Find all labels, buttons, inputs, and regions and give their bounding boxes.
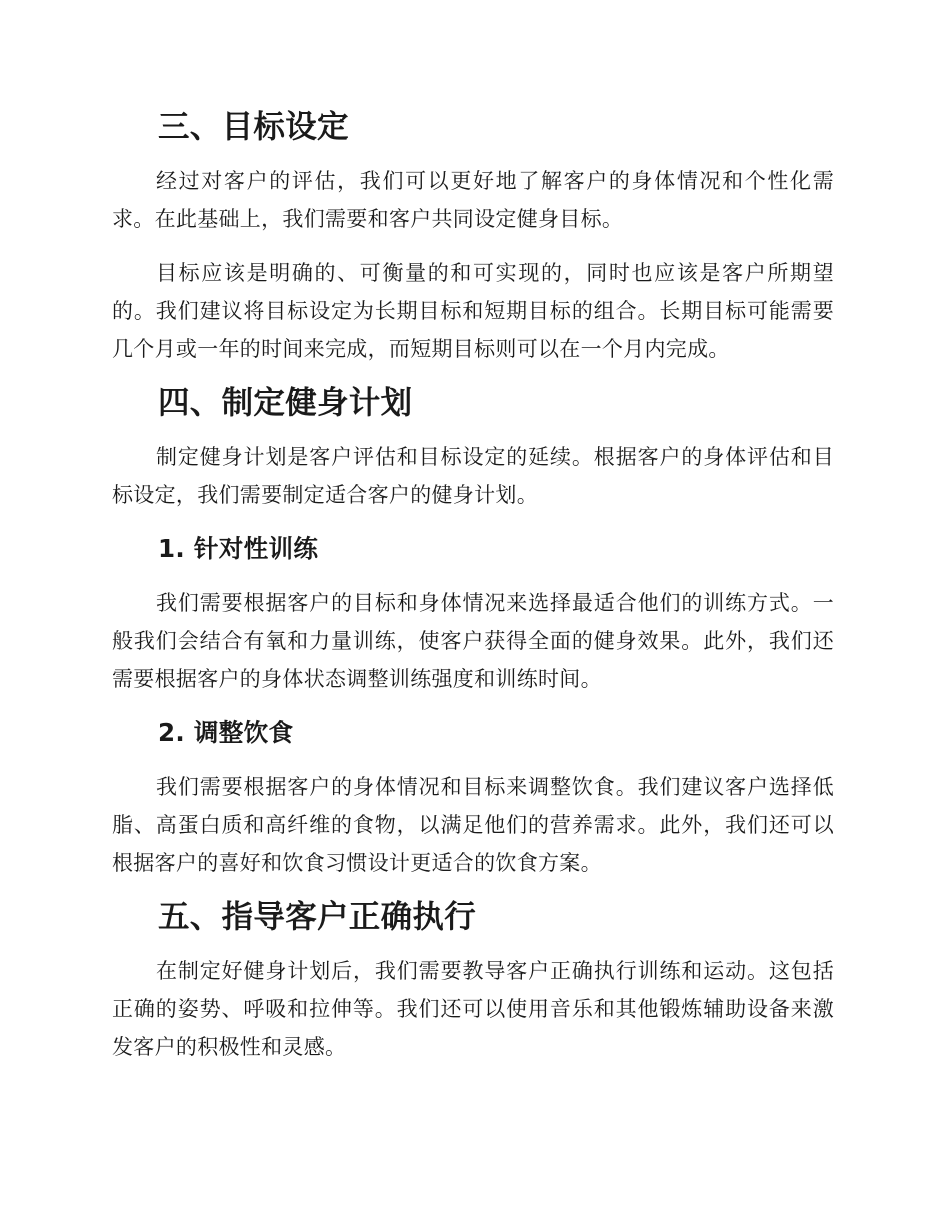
paragraph-assessment-summary: 经过对客户的评估，我们可以更好地了解客户的身体情况和个性化需求。在此基础上，我们需要和客户共同设定健身目标。 [112,169,834,231]
document-body [112,108,834,1082]
section-heading-fitness-plan: 四、制定健身计划 [158,385,413,421]
paragraph-guidance: 在制定好健身计划后，我们需要教导客户正确执行训练和运动。这包括正确的姿势、呼吸和拉伸等。我们还可以使用音乐和其他锻炼辅助设备来激发客户的积极性和灵感。 [112,959,834,1059]
paragraph-diet-adjustment: 我们需要根据客户的身体情况和目标来调整饮食。我们建议客户选择低脂、高蛋白质和高纤维的食物，以满足他们的营养需求。此外，我们还可以根据客户的喜好和饮食习惯设计更适合的饮食方案。 [112,775,834,875]
section-heading-guidance: 五、指导客户正确执行 [158,899,477,935]
paragraph-goal-criteria: 目标应该是明确的、可衡量的和可实现的，同时也应该是客户所期望的。我们建议将目标设定为长期目标和短期目标的组合。长期目标可能需要几个月或一年的时间来完成，而短期目标则可以在一个月内完成。 [112,261,834,361]
section-heading-goal-setting: 三、目标设定 [158,109,349,145]
subheading-diet-adjustment: 2. 调整饮食 [158,718,294,747]
paragraph-plan-intro: 制定健身计划是客户评估和目标设定的延续。根据客户的身体评估和目标设定，我们需要制定适合客户的健身计划。 [112,445,834,507]
paragraph-targeted-training: 我们需要根据客户的目标和身体情况来选择最适合他们的训练方式。一般我们会结合有氧和力量训练，使客户获得全面的健身效果。此外，我们还需要根据客户的身体状态调整训练强度和训练时间。 [112,591,834,691]
subheading-targeted-training: 1. 针对性训练 [158,534,319,563]
